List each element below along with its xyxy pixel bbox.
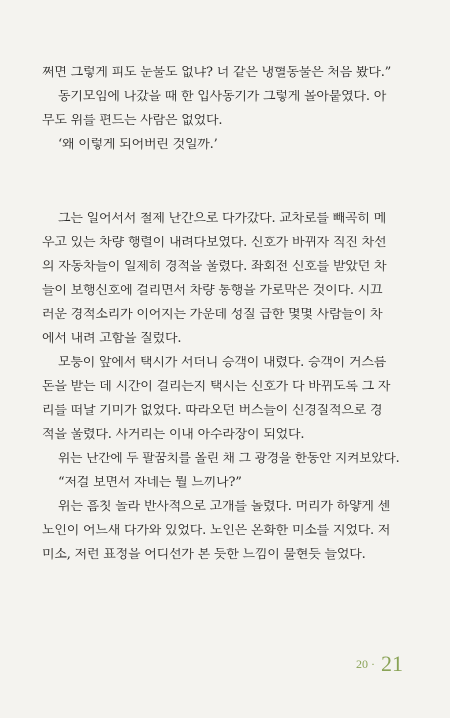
text-line: 의 자동차들이 일제히 경적을 울렸다. 좌회전 신호를 받았던 차: [42, 260, 387, 274]
text-line: 동기모임에 나갔을 때 한 입사동기가 그렇게 몰아붙였다. 아: [58, 90, 387, 104]
paragraph: [42, 138, 402, 162]
paragraph: [42, 90, 402, 138]
text-line: ‘왜 이렇게 되어버린 것일까.’: [58, 138, 218, 152]
text-line: 러운 경적소리가 이어지는 가운데 성질 급한 몇몇 사람들이 차: [42, 308, 383, 322]
text-line: 그는 일어서서 철제 난간으로 다가갔다. 교차로를 빼곡히 메: [58, 212, 387, 226]
text-line: 미소, 저런 표정을 어디선가 본 듯한 느낌이 불현듯 들었다.: [42, 548, 366, 562]
paragraph: [42, 476, 402, 500]
text-line: 노인이 어느새 다가와 있었다. 노인은 온화한 미소를 지었다. 저: [42, 524, 391, 538]
text-line: 무도 위를 편드는 사람은 없었다.: [42, 114, 223, 128]
page-number-left: 20 ·: [356, 656, 375, 671]
paragraph: [42, 500, 402, 572]
page-number-right: 21: [381, 651, 403, 676]
text-section-top: [42, 66, 402, 162]
text-section-bottom: [42, 212, 402, 572]
text-line: 쩌면 그렇게 피도 눈물도 없냐? 너 같은 냉혈동물은 처음 봤다.”: [42, 66, 392, 80]
text-line: 우고 있는 차량 행렬이 내려다보였다. 신호가 바뀌자 직진 차선: [42, 236, 387, 250]
paragraph: [42, 66, 402, 90]
text-line: 모퉁이 앞에서 택시가 서더니 승객이 내렸다. 승객이 거스름: [58, 356, 387, 370]
text-line: 위는 난간에 두 팔꿈치를 올린 채 그 광경을 한동안 지켜보았다.: [58, 452, 400, 466]
paragraph: [42, 356, 402, 452]
text-line: 위는 흠칫 놀라 반사적으로 고개를 돌렸다. 머리가 하얗게 센: [58, 500, 390, 514]
text-line: 적을 울렸다. 사거리는 이내 아수라장이 되었다.: [42, 428, 305, 442]
text-line: 돈을 받는 데 시간이 걸리는지 택시는 신호가 다 바뀌도록 그 자: [42, 380, 391, 394]
paragraph: [42, 212, 402, 356]
page-number: [356, 651, 403, 677]
text-line: 에서 내려 고함을 질렀다.: [42, 332, 182, 346]
paragraph: [42, 452, 402, 476]
text-line: 들이 보행신호에 걸리면서 차량 통행을 가로막은 것이다. 시끄: [42, 284, 383, 298]
text-line: 리를 떠날 기미가 없었다. 따라오던 버스들이 신경질적으로 경: [42, 404, 383, 418]
text-line: “저걸 보면서 자네는 뭘 느끼나?”: [58, 476, 242, 490]
